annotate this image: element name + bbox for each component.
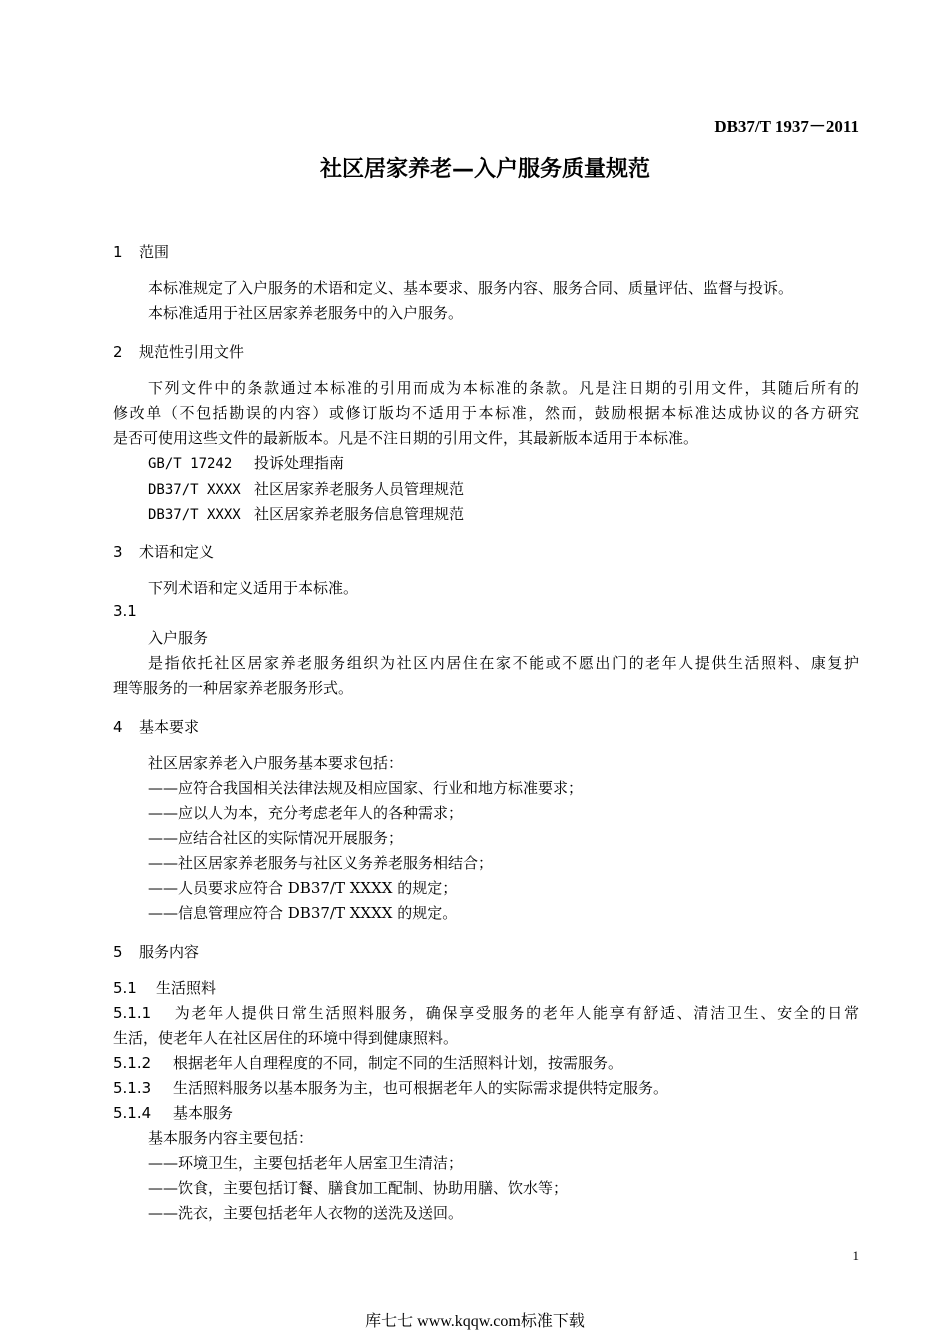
clause-3-1-number: 3.1 [113,602,137,620]
clause-5-1-4-heading: 5.1.4 基本服务 [113,1104,234,1122]
section-4-heading: 4 基本要求 [113,718,200,736]
requirement-item: ——信息管理应符合 DB37/T XXXX 的规定。 [148,904,458,922]
basic-service-item: ——饮食，主要包括订餐、膳食加工配制、协助用膳、饮水等； [148,1179,569,1197]
reference-item: DB37/T XXXX 社区居家养老服务人员管理规范 [148,480,465,498]
section-4-intro: 社区居家养老入户服务基本要求包括： [148,754,404,772]
term-name: 入户服务 [148,629,209,647]
reference-item: GB/T 17242 投诉处理指南 [148,454,345,472]
clause-5-1-heading: 5.1 生活照料 [113,979,217,997]
reference-item: DB37/T XXXX 社区居家养老服务信息管理规范 [148,505,465,523]
section-1-heading: 1 范围 [113,243,170,261]
requirement-item: ——应符合我国相关法律法规及相应国家、行业和地方标准要求； [148,779,584,797]
section-2-line-2: 修改单（不包括勘误的内容）或修订版均不适用于本标准，然而，鼓励根据本标准达成协议的各方研究 [113,404,859,422]
basic-service-item: ——环境卫生，主要包括老年人居室卫生清洁； [148,1154,464,1172]
requirement-item: ——人员要求应符合 DB37/T XXXX 的规定； [148,879,458,897]
standard-code: DB37/T 1937－2011 [714,117,859,136]
requirement-item: ——应结合社区的实际情况开展服务； [148,829,404,847]
document-title: 社区居家养老—入户服务质量规范 [319,157,650,182]
requirement-item: ——社区居家养老服务与社区义务养老服务相结合； [148,854,494,872]
term-definition-line-2: 理等服务的一种居家养老服务形式。 [113,679,354,697]
basic-service-item: ——洗衣，主要包括老年人衣物的送洗及送回。 [148,1204,464,1222]
section-2-heading: 2 规范性引用文件 [113,343,245,361]
section-2-line-3: 是否可使用这些文件的最新版本。凡是不注日期的引用文件，其最新版本适用于本标准。 [113,429,699,447]
clause-5-1-2: 5.1.2 根据老年人自理程度的不同，制定不同的生活照料计划，按需服务。 [113,1054,624,1072]
section-1-paragraph-2: 本标准适用于社区居家养老服务中的入户服务。 [148,304,464,322]
term-definition-line-1: 是指依托社区居家养老服务组织为社区内居住在家不能或不愿出门的老年人提供生活照料、康复护 [148,654,859,672]
section-3-heading: 3 术语和定义 [113,543,215,561]
clause-5-1-3: 5.1.3 生活照料服务以基本服务为主，也可根据老年人的实际需求提供特定服务。 [113,1079,669,1097]
clause-5-1-1-line-2: 生活，使老年人在社区居住的环境中得到健康照料。 [113,1029,459,1047]
clause-5-1-1-line-1: 5.1.1 为老年人提供日常生活照料服务，确保享受服务的老年人能享有舒适、清洁卫生、安全的日常 [113,1004,859,1022]
section-2-line-1: 下列文件中的条款通过本标准的引用而成为本标准的条款。凡是注日期的引用文件，其随后所有的 [148,379,859,397]
section-3-intro: 下列术语和定义适用于本标准。 [148,579,359,597]
section-5-heading: 5 服务内容 [113,943,200,961]
requirement-item: ——应以人为本，充分考虑老年人的各种需求； [148,804,464,822]
basic-service-intro: 基本服务内容主要包括： [148,1129,314,1147]
footer-watermark: 库七七 www.kqqw.com标准下载 [365,1313,585,1330]
page-number: 1 [852,1248,859,1263]
section-1-paragraph-1: 本标准规定了入户服务的术语和定义、基本要求、服务内容、服务合同、质量评估、监督与投诉。 [148,279,794,297]
